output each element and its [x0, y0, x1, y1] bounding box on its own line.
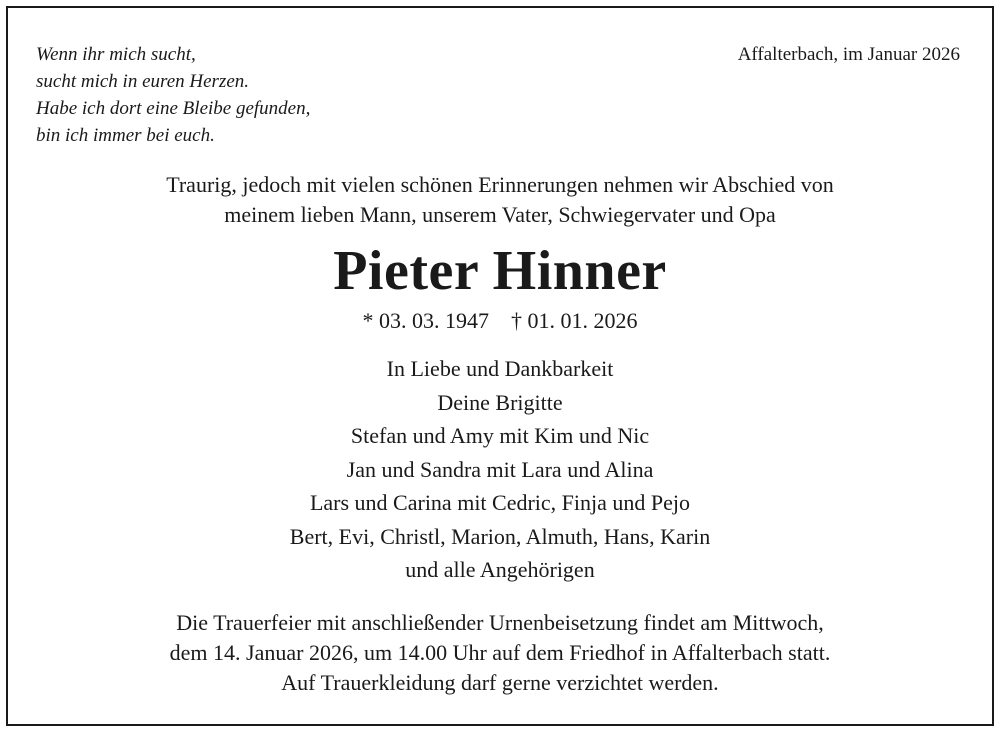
intro-line: meinem lieben Mann, unserem Vater, Schwiegervater und Opa	[224, 202, 776, 227]
service-line: dem 14. Januar 2026, um 14.00 Uhr auf dem Friedhof in Affalterbach statt.	[169, 640, 831, 665]
mourner-line: Deine Brigitte	[437, 389, 563, 415]
mourner-line: Bert, Evi, Christl, Marion, Almuth, Hans, Karin	[289, 523, 711, 549]
mourner-line: Jan und Sandra mit Lara und Alina	[346, 456, 654, 482]
intro-line: Traurig, jedoch mit vielen schönen Erinnerungen nehmen wir Abschied von	[166, 172, 834, 197]
poem-line: sucht mich in euren Herzen.	[36, 71, 249, 92]
place-date: Affalterbach, im Januar 2026	[737, 44, 960, 65]
poem-line: Habe ich dort eine Bleibe gefunden,	[36, 98, 311, 119]
deceased-name: Pieter Hinner	[333, 240, 667, 302]
birth-date: * 03. 03. 1947	[362, 308, 489, 333]
service-line: Die Trauerfeier mit anschließender Urnenbeisetzung findet am Mittwoch,	[176, 610, 824, 635]
mourner-line: Lars und Carina mit Cedric, Finja und Pejo	[309, 490, 691, 515]
poem	[36, 41, 310, 149]
service-line: Auf Trauerkleidung darf gerne verzichtet werden.	[281, 670, 719, 695]
service-info	[0, 608, 1000, 698]
intro-text	[0, 170, 1000, 230]
mourners-list	[0, 352, 1000, 587]
poem-line: bin ich immer bei euch.	[36, 125, 215, 146]
mourner-line: In Liebe und Dankbarkeit	[386, 356, 614, 381]
mourner-line: Stefan und Amy mit Kim und Nic	[350, 423, 650, 448]
mourner-line: und alle Angehörigen	[405, 557, 595, 582]
poem-line: Wenn ihr mich sucht,	[36, 44, 196, 65]
life-dates	[0, 306, 1000, 336]
death-date: † 01. 01. 2026	[511, 308, 638, 333]
